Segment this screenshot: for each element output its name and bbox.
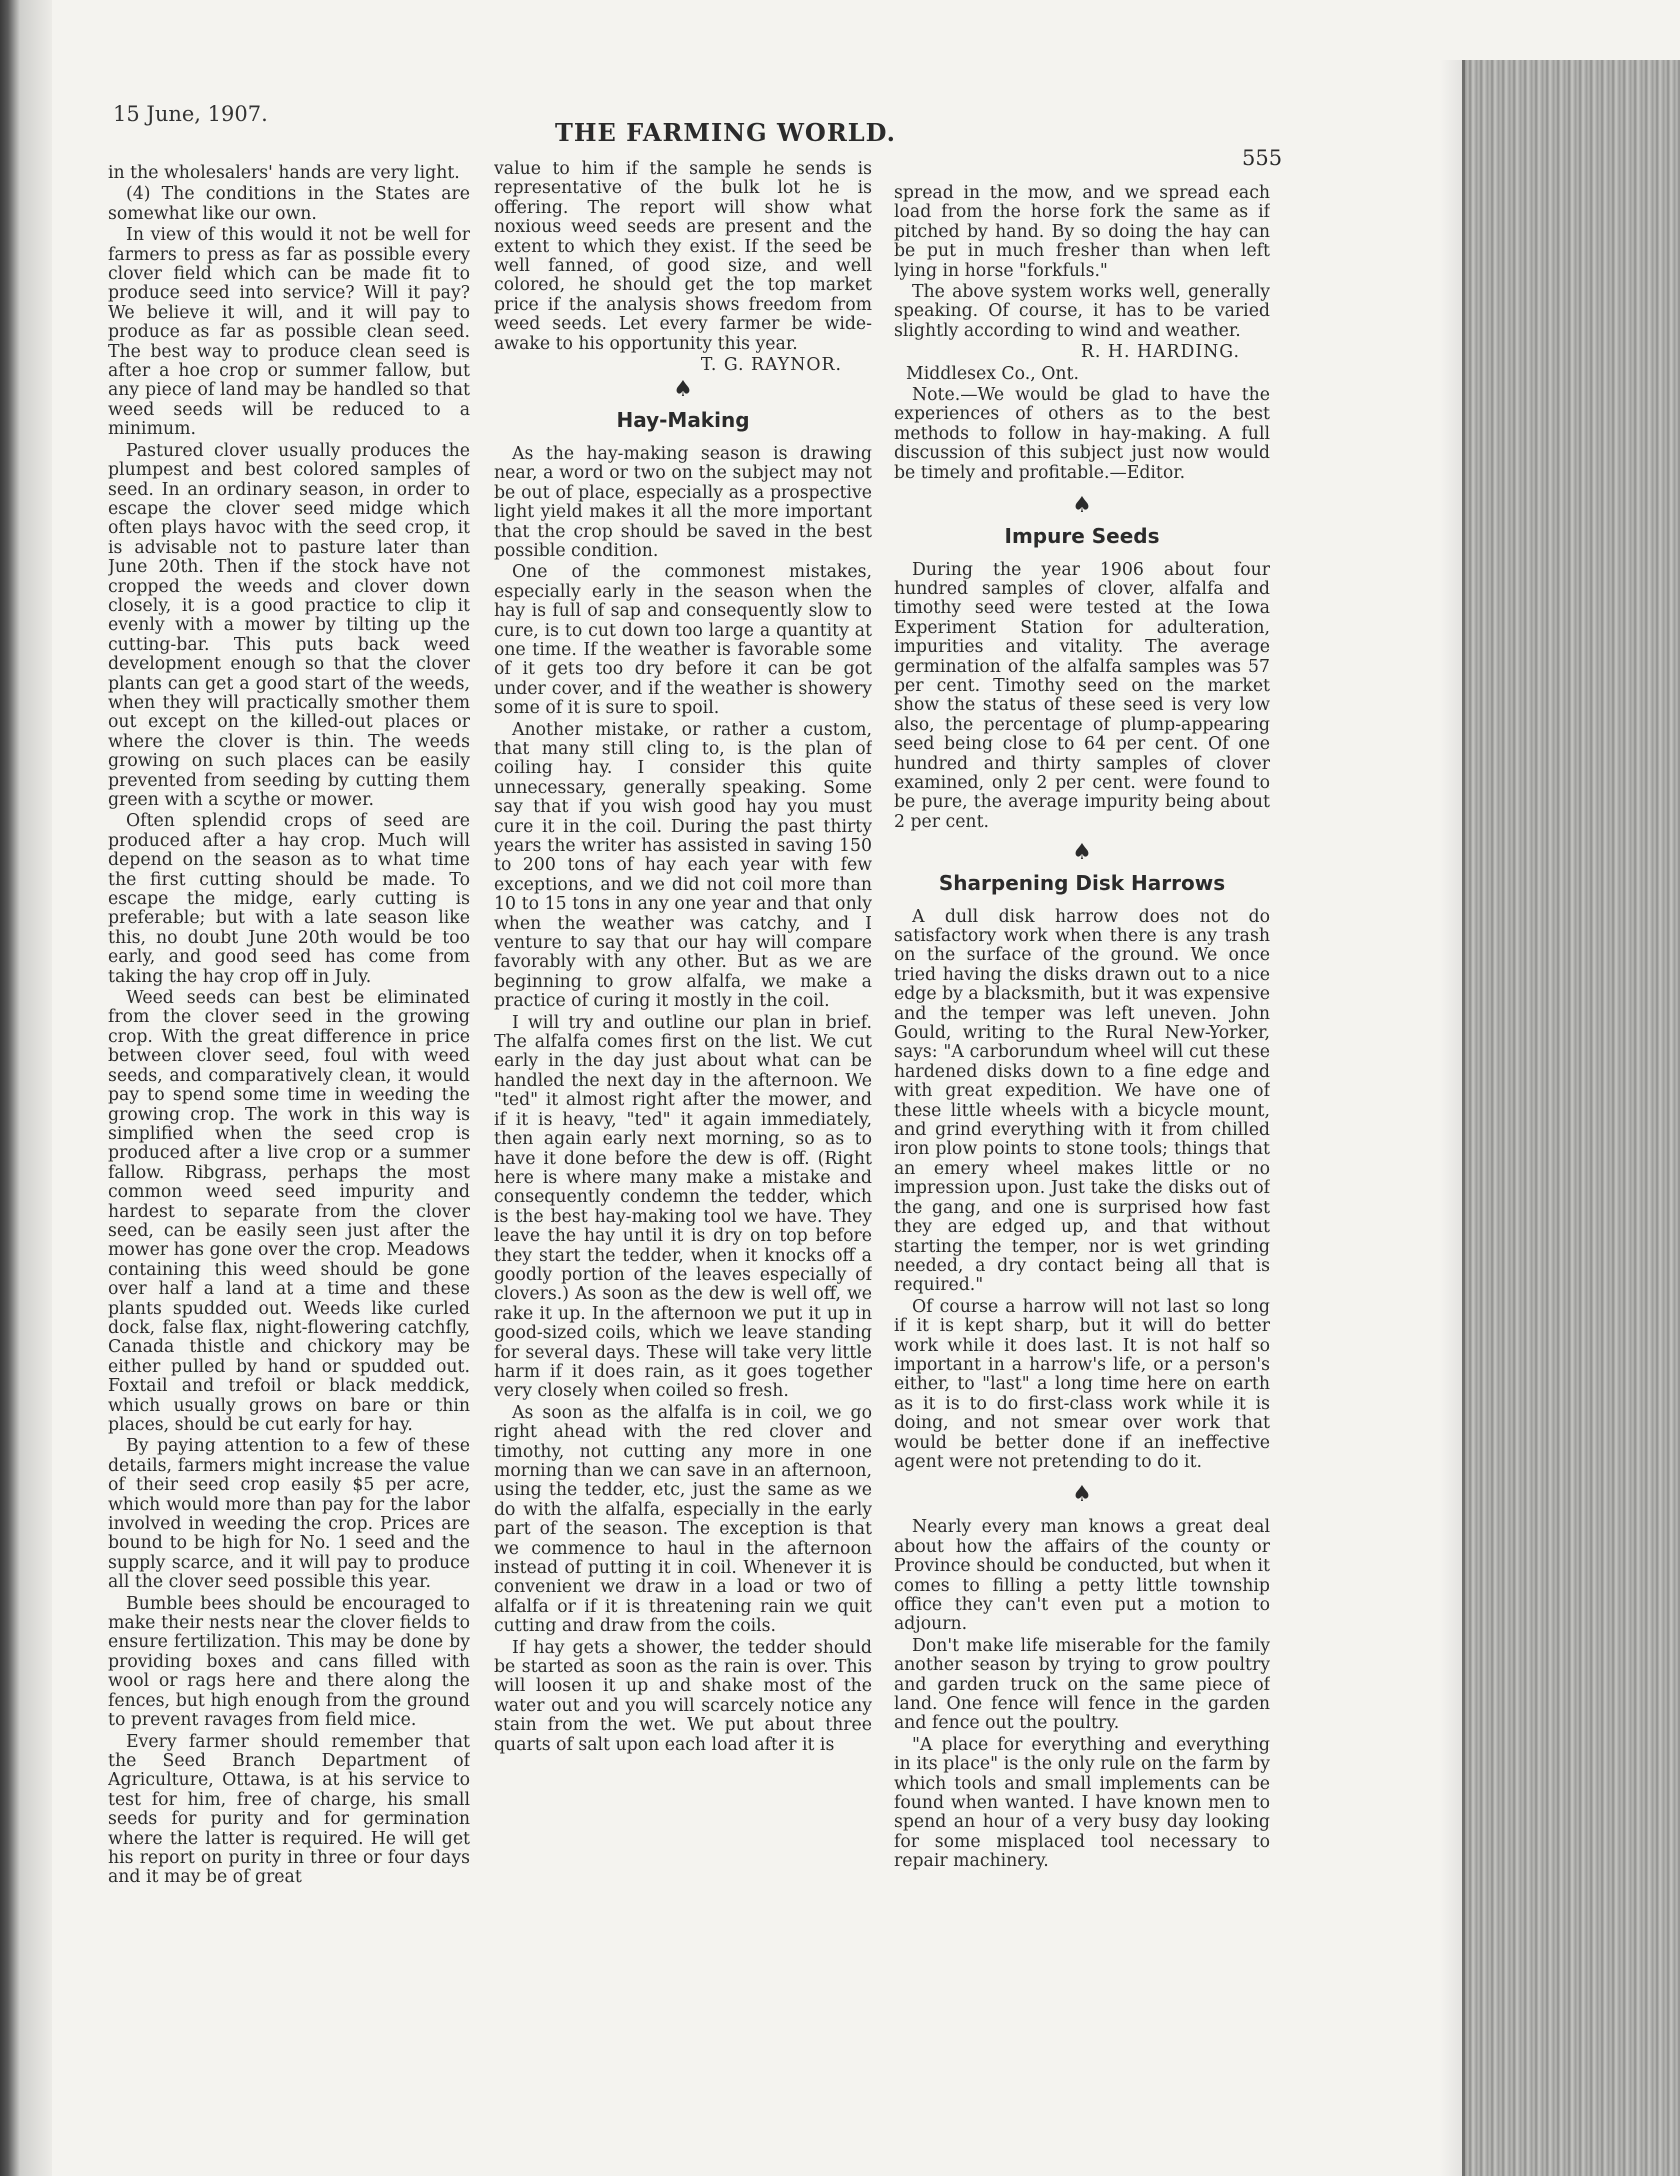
paragraph: In view of this would it not be well for farmers to press as far as possible every clover field which can be made fit to produce seed into service? Will it pay? We believe it will, and it will pay to produce as far as possible clean seed. The best way to produce clean seed is after a hoe crop or summer fallow, but any piece of land may be handled so that weed seeds will be reduced to a minimum. [108,225,470,440]
paragraph: Nearly every man knows a great deal about how the affairs of the county or Province should be conducted, but when it comes to filling a petty little township office they can't even put a motion to adjourn. [894,1517,1270,1635]
paragraph: Don't make life miserable for the family another season by trying to grow poultry and garden truck on the same piece of land. One fence will fence in the garden and fence out the poultry. [894,1635,1270,1734]
paragraph: Of course a harrow will not last so long if it is kept sharp, but it will do better work while it does last. It is not half so important in a harrow's life, or a person's either, to "last" a long time here on earth as it is to do first-class work while it is doing, and not smear over work that would be better done if an ineffective agent were not pretending to do it. [894,1296,1270,1472]
paragraph: Bumble bees should be encouraged to make their nests near the clover fields to ensure fertilization. This may be done by providing boxes and cans filled with wool or rags here and there along the fences, but high enough from the ground to prevent ravages from field mice. [108,1593,470,1731]
paragraph: spread in the mow, and we spread each load from the horse fork the same as if pitched by hand. By so doing the hay can be put in much fresher than when left lying in horse "forkfuls." [894,184,1270,281]
paragraph: Pastured clover usually produces the plumpest and best colored samples of seed. In an ordinary season, in order to escape the clover seed midge which often plays havoc with the seed crop, it is advisable not to pasture later than June 20th. Then if the stock have not cropped the weeds and clover down closely, it is a good practice to clip it evenly with a mower by tilting up the cutting-bar. This puts back weed development enough so that the clover plants can get a good start of the weeds, when they will practically smother them out except on the killed-out places or where the clover is thin. The weeds growing on such places can be easily prevented from seeding by cutting them green with a scythe or mower. [108,440,470,810]
article-heading-impure-seeds: Impure Seeds [1004,524,1160,549]
paragraph: As soon as the alfalfa is in coil, we go right ahead with the red clover and timothy, not cutting any more in one morning than we can save in an afternoon, using the tedder, etc, just the same as we do with the alfalfa, especially in the early part of the season. The exception is that we commence to haul in the afternoon instead of putting it in coil. Whenever it is convenient we draw in a load or two of alfalfa or if it is threatening rain we quit cutting and draw from the coils. [494,1402,872,1637]
paragraph: Weed seeds can best be eliminated from the clover seed in the growing crop. With the great difference in price between clover seed, foul with weed seeds, and comparatively clean, it would pay to spend some time in weeding the growing crop. The work in this way is simplified when the seed crop is produced after a live crop or a summer fallow. Ribgrass, perhaps the most common weed seed impurity and hardest to separate from the clover seed, can be easily seen just after the mower has gone over the crop. Meadows containing this weed should be gone over half a land at a time and these plants spudded out. Weeds like curled dock, false flax, night-flowering catchfly, Canada thistle and chickory may be either pulled by hand or spudded out. Foxtail and trefoil or black meddick, which usually grows on bare or thin places, should be cut early for hay. [108,988,470,1435]
paragraph: If hay gets a shower, the tedder should be started as soon as the rain is over. This will loosen it up and shake most of the water out and you will scarcely notice any stain from the wet. We put about three quarts of salt upon each load after it is [494,1637,872,1755]
page-number: 555 [1242,146,1283,170]
paragraph: During the year 1906 about four hundred samples of clover, alfalfa and timothy seed were tested at the Iowa Experiment Station for adulteration, impurities and vitality. The average germination of the alfalfa samples was 57 per cent. Timothy seed on the market show the status of these seed is very low also, the percentage of plump-appearing seed being close to 64 per cent. Of one hundred and thirty samples of clover examined, only 2 per cent. were found to be pure, the average impurity being about 2 per cent. [894,559,1270,832]
spade-ornament-icon: ♠ [1072,1482,1092,1508]
paragraph: The above system works well, generally speaking. Of course, it has to be varied slightly according to wind and weather. [894,282,1270,341]
spade-ornament-icon: ♠ [1072,493,1092,519]
spade-ornament-icon: ♠ [1072,840,1092,866]
column-3 [894,184,1270,2104]
paragraph: "A place for everything and everything in its place" is the only rule on the farm by which tools and small implements can be found when wanted. I have known men to spend an hour of a very busy day looking for some misplaced tool necessary to repair machinery. [894,1734,1270,1872]
author-signature: T. G. RAYNOR. [700,355,842,376]
paragraph: As the hay-making season is drawing near, a word or two on the subject may not be out of place, especially as a prospective light yield makes it all the more important that the crop should be saved in the best possible condition. [494,443,872,561]
book-page-stack [1462,60,1680,2176]
author-signature: R. H. HARDING. [1080,342,1240,363]
paragraph: A dull disk harrow does not do satisfactory work when there is any trash on the surface of the ground. We once tried having the disks drawn out to a nice edge by a blacksmith, but it was expensive and the temper was left uneven. John Gould, writing to the Rural New-Yorker, says: "A carborundum wheel will cut these hardened disks down to a fine edge and with great expedition. We have one of these little wheels with a bicycle mount, and grind everything with it from chilled iron plow points to stone tools; things that an emery wheel makes little or no impression upon. Just take the disks out of the gang, and one is surprised how fast they are edged up, and that without starting the temper, nor is wet grinding needed, a dry contact being all that is required." [894,906,1270,1296]
running-header [0,100,1460,170]
article-heading-hay-making: Hay-Making [616,408,750,433]
editor-note: Note.—We would be glad to have the experiences of others as to the best methods to follow in hay-making. A full discussion of this subject just now would be timely and profitable.—Editor. [894,385,1270,483]
article-heading-sharpening-disk-harrows: Sharpening Disk Harrows [938,871,1226,896]
paragraph: Often splendid crops of seed are produced after a hay crop. Much will depend on the season as to what time the first cutting should be made. To escape the midge, early cutting is preferable; but with a late season like this, no doubt June 20th would be too early, and good seed has come from taking the hay crop off in July. [108,811,470,987]
paragraph: I will try and outline our plan in brief. The alfalfa comes first on the list. We cut early in the day just about what can be handled the next day in the afternoon. We "ted" it almost right after the mower, and if it is heavy, "ted" it again immediately, then again early next morning, so as to have it done before the dew is off. (Right here is where many make a mistake and consequently condemn the tedder, which is the best hay-making tool we have. They leave the hay until it is dry on top before they start the tedder, when it knocks off a goodly portion of the leaves especially of clovers.) As soon as the dew is well off, we rake it up. In the afternoon we put it up in good-sized coils, which we leave standing for several days. These will take very little harm if it does rain, as it goes together very closely when coiled so fresh. [494,1012,872,1402]
paragraph: One of the commonest mistakes, especially early in the season when the hay is full of sap and consequently slow to cure, is to cut down too large a quantity at one time. If the weather is favorable some of it gets too dry before it can be got under cover, and if the weather is showery some of it is sure to spoil. [494,562,872,719]
paragraph: value to him if the sample he sends is representative of the bulk lot he is offering. The report will show what noxious weed seeds are present and the extent to which they exist. If the seed be well fanned, of good size, and well colored, he should get the top market price if the analysis shows freedom from weed seeds. Let every farmer be wide-awake to his opportunity this year. [494,160,872,354]
author-location: Middlesex Co., Ont. [906,363,1079,384]
issue-date: 15 June, 1907. [113,102,268,126]
paragraph: (4) The conditions in the States are somewhat like our own. [108,184,470,224]
book-gutter-shadow [0,0,52,2176]
publication-title: THE FARMING WORLD. [555,118,896,147]
paragraph: By paying attention to a few of these details, farmers might increase the value of their seed crop easily $5 per acre, which would more than pay for the labor involved in weeding the crop. Prices are bound to be high for No. 1 seed and the supply scarce, and it will pay to produce all the clover seed possible this year. [108,1436,470,1593]
paragraph: Every farmer should remember that the Seed Branch Department of Agriculture, Ottawa, is at his service to test for him, free of charge, his small seeds for purity and for germination where the latter is required. He will get his report on purity in three or four days and it may be of great [108,1731,470,1888]
column-2 [494,160,872,2080]
column-1 [108,164,470,2084]
spade-ornament-icon: ♠ [673,377,693,403]
paragraph: in the wholesalers' hands are very light. [108,164,460,183]
paragraph: Another mistake, or rather a custom, that many still cling to, is the plan of coiling hay. I consider this quite unnecessary, generally speaking. Some say that if you wish good hay you must cure it in the coil. During the past thirty years the writer has assisted in saving 150 to 200 tons of hay each year with few exceptions, and we did not coil more than 10 to 15 tons in any one year and that only when the weather was catchy, and I venture to say that our hay will compare favorably with any other. But as we are beginning to grow alfalfa, we make a practice of curing it mostly in the coil. [494,719,872,1012]
